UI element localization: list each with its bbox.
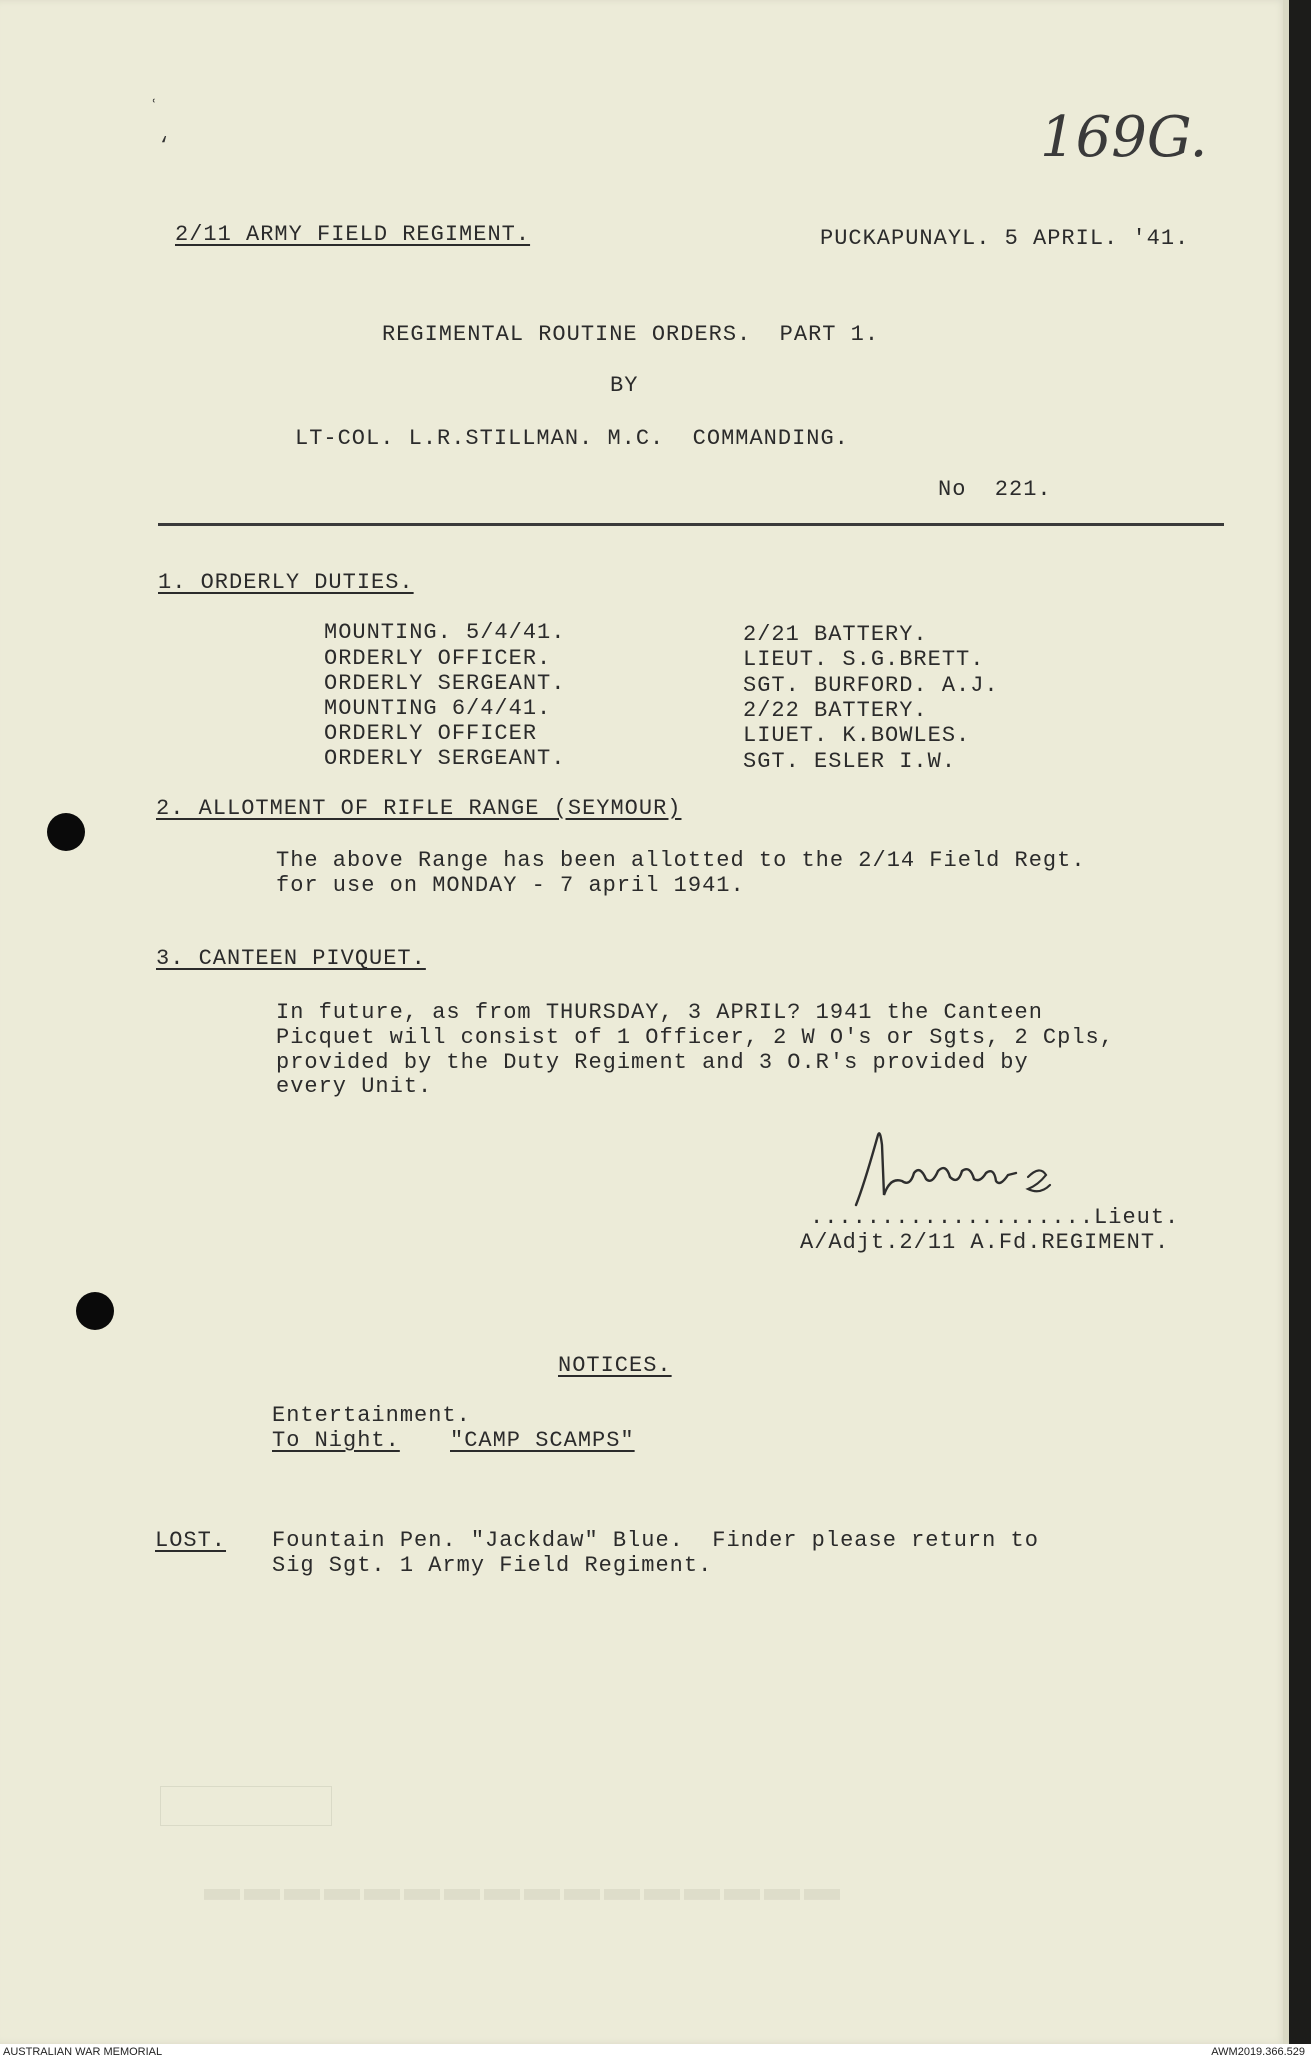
by-line: BY [610,373,639,398]
section-3-line: Picquet will consist of 1 Officer, 2 W O's or Sgts, 2 Cpls, [276,1025,1114,1050]
bleed-through-letterhead: ▬▬▬▬▬▬▬▬▬▬▬▬▬▬▬▬ [200,1881,840,1922]
notice-tonight: To Night. [272,1428,400,1453]
duty-row-right: LIEUT. S.G.BRETT. [743,647,985,672]
section-3-line: every Unit. [276,1074,433,1099]
page-edge [1283,0,1289,2044]
folio-number: 169G. [1040,105,1208,170]
section-3-line: In future, as from THURSDAY, 3 APRIL? 1941 the Canteen [276,1000,1043,1025]
section-2-heading: 2. ALLOTMENT OF RIFLE RANGE (SEYMOUR) [156,796,682,821]
unit-name: 2/11 ARMY FIELD REGIMENT. [175,222,531,247]
duty-row-left: MOUNTING. 5/4/41. [324,620,566,645]
punch-hole-bottom [76,1292,114,1330]
signature-line: ....................Lieut. [810,1205,1180,1230]
duty-row-right: SGT. BURFORD. A.J. [743,673,999,698]
duty-row-left: ORDERLY SERGEANT. [324,746,566,771]
footer-credit: AUSTRALIAN WAR MEMORIAL [3,2046,163,2058]
notice-entertainment: Entertainment. [272,1403,471,1428]
pencil-mark: ‘ [158,135,171,158]
signatory-title: A/Adjt.2/11 A.Fd.REGIMENT. [800,1230,1170,1255]
lost-label: LOST. [155,1528,227,1553]
footer-accession: AWM2019.366.529 [1211,2046,1305,2058]
section-3-line: provided by the Duty Regiment and 3 O.R's provided by [276,1050,1029,1075]
duty-row-left: ORDERLY OFFICER. [324,646,552,671]
footer-bar [0,2044,1311,2061]
document-title: REGIMENTAL ROUTINE ORDERS. PART 1. [382,322,880,347]
bleed-through-stamp [160,1786,332,1826]
section-3-heading: 3. CANTEEN PIVQUET. [156,946,426,971]
duty-row-left: ORDERLY OFFICER [324,721,538,746]
duty-row-right: 2/21 BATTERY. [743,622,928,647]
duty-row-left: MOUNTING 6/4/41. [324,696,552,721]
place-date: PUCKAPUNAYL. 5 APRIL. '41. [820,226,1190,251]
lost-line: Fountain Pen. "Jackdaw" Blue. Finder please return to [272,1528,1039,1553]
order-number: No 221. [938,477,1052,502]
header-rule [158,523,1224,526]
section-1-heading: 1. ORDERLY DUTIES. [158,570,414,595]
commander-line: LT-COL. L.R.STILLMAN. M.C. COMMANDING. [295,426,849,451]
handwritten-signature [850,1125,1090,1215]
section-2-line: The above Range has been allotted to the 2/14 Field Regt. [276,848,1086,873]
section-2-line: for use on MONDAY - 7 april 1941. [276,873,745,898]
notice-show-title: "CAMP SCAMPS" [450,1428,635,1453]
duty-row-right: LIUET. K.BOWLES. [743,723,971,748]
duty-row-right: 2/22 BATTERY. [743,698,928,723]
duty-row-right: SGT. ESLER I.W. [743,749,957,774]
notices-heading: NOTICES. [558,1353,672,1378]
lost-line: Sig Sgt. 1 Army Field Regiment. [272,1553,713,1578]
punch-hole-top [47,813,85,851]
duty-row-left: ORDERLY SERGEANT. [324,671,566,696]
pencil-mark: ʿ [148,98,161,121]
